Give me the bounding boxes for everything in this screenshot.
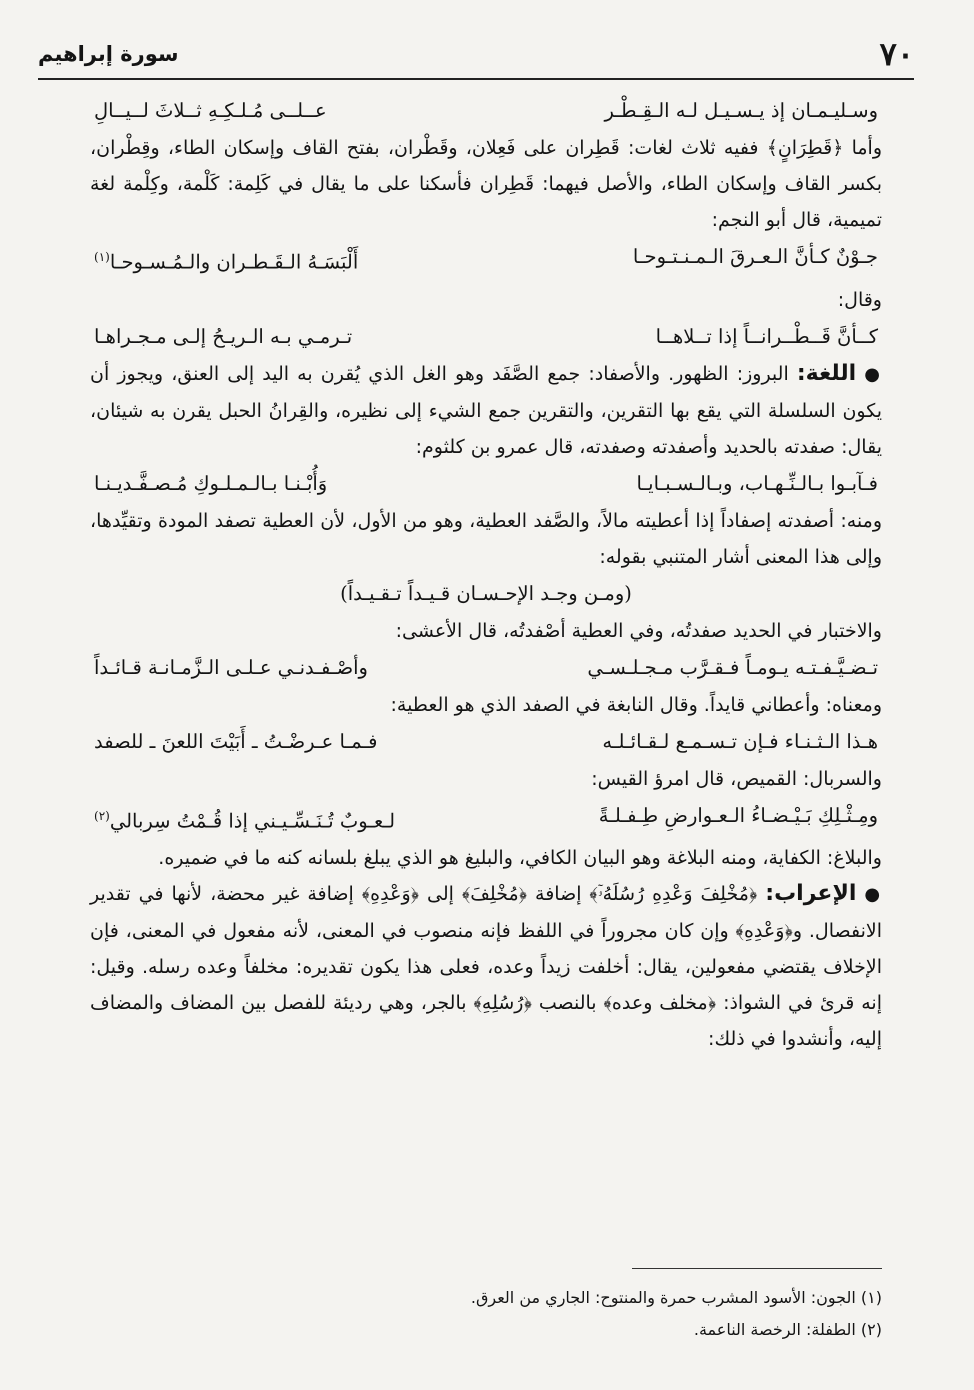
verse-quote: (ومـن وجـد الإحـسـان قـيـداً تـقـيـداً)	[340, 581, 632, 605]
paragraph: ومعناه: وأعطاني قايداً. وقال النابغة في الصفد الذي هو العطية:	[390, 693, 882, 716]
paragraph: والبلاغ: الكفاية، ومنه البلاغة وهو البيان الكافي، والبليغ هو الذي يبلغ بلسانه كنه ما في ضميره.	[158, 847, 882, 869]
main-text	[90, 92, 882, 1057]
verse-hemistich-left: لـعـوبٌ تُـنَـسِّـيـني إذا قُـمْتُ سِربالي$^{(٢)}$	[94, 808, 396, 832]
verse-hemistich-right: وسـليـمـان إذ يـسـيـل لـه الـقِـطْـر	[604, 99, 878, 122]
verse-line	[90, 238, 882, 282]
verse-hemistich-right: جـوْنٌ كـأنَّ الـعـرقَ الـمـنـتـوحـا	[632, 245, 878, 268]
footnote: (١) الجون: الأسود المشرب حمرة والمنتوح: الجاري من العرق.	[470, 1288, 882, 1307]
verse-line	[90, 723, 882, 761]
section-heading-lugha: اللغة:	[796, 360, 857, 386]
verse-hemistich-left: وَأُبْـنـا بـالـمـلـوكِ مُـصـفَّـديـنـا	[94, 471, 328, 495]
verse-hemistich-right: فـآبـوا بـالـنِّـهـاب، وبـالـسـبـايـا	[636, 471, 878, 495]
verse-line	[90, 797, 882, 841]
bullet-icon: ●	[864, 363, 882, 385]
verse-hemistich-right: كــأنَّ قَــطْــرانــاً إذا تــلاهــا	[655, 324, 878, 348]
paragraph: وقال:	[837, 288, 882, 311]
verse-hemistich-left: وأصْـفـدنـي عـلـى الـزَّمـانـة قـائـداً	[94, 655, 368, 679]
paragraph: وأما ﴿قَطِرَانٍ﴾ ففيه ثلاث لغات: قَطِران على فَعِلان، وقَطْران، بفتح القاف وإسكان الطاء، وقِطْران، بكسر القاف وإسكان الطاء، والأصل فيهما: قَطِران فأسكنا على ما يقال في كَلِمة: كَلْمة، وكِلْمة لغة تميمية، قال أبو النجم:	[90, 137, 882, 231]
verse-hemistich-left: عــلــى مُـلـكِـهِ ثــلاثَ لــيــالِ	[94, 99, 327, 122]
paragraph: والاختبار في الحديد صفدتُه، وفي العطية أصْفدتُه، قال الأعشى:	[395, 619, 882, 642]
footnote-divider	[632, 1268, 882, 1269]
page-header	[38, 30, 914, 80]
footnote: (٢) الطفلة: الرخصة الناعمة.	[693, 1320, 882, 1339]
verse-hemistich-left: فـمـا عـرضْـتُ ـ أَبَيْتَ اللعنَ ـ للصفد	[94, 729, 378, 753]
verse-hemistich-left: تـرمـي بـه الـريـحُ إلـى مـجـراهـا	[94, 324, 353, 348]
verse-hemistich-left: أَلْبَسَـهُ الـقَـطـران والـمُـسـوحـا$^{(١)}$	[94, 250, 359, 274]
paragraph: والسربال: القميص، قال امرؤ القيس:	[591, 767, 882, 790]
footnote-mark: (١)	[94, 250, 110, 264]
page-number: ٧٠	[879, 35, 914, 73]
footnote-mark: (٢)	[94, 808, 110, 823]
verse-line	[90, 92, 882, 130]
paragraph: ●اللغة: البروز: الظهور. والأصفاد: جمع الصَّفَد وهو الغل الذي يُقرن به اليد إلى العنق، ويجوز أن يكون السلسلة التي يقع بها التقرين، والتقرين جمع الشيء إلى نظيره، والقِرانُ الحبل يقرن به شيئان، يقال: صفدته بالحديد وأصفدته وصفدته، قال عمرو بن كلثوم:	[90, 360, 882, 458]
verse-hemistich-right: هـذا الـثـنـاء فـإن تـسـمـع لـقـائـلـه	[602, 729, 878, 753]
verse-hemistich-right: تـضـيَّـفـتـه يـومـاً فـقـرَّب مـجـلـسـي	[587, 655, 878, 679]
verse-hemistich-right: ومِـثْـلِكِ بَـيْـضـاءُ الـعـوارضِ طِـفـلـةً	[598, 803, 878, 827]
paragraph: ●الإعراب: ﴿مُخْلِفَ وَعْدِهِ رُسُلَهُۥٓ﴾ إضافة ﴿مُخْلِفَ﴾ إلى ﴿وَعْدِهِ﴾ إضافة غير محضة، لأنها في تقدير الانفصال. و﴿وَعْدِهِ﴾ وإن كان مجروراً في اللفظ فإنه منصوب في المعنى، لأنه مفعول في المعنى، فإن الإخلاف يقتضي مفعولين، يقال: أخلفت زيداً وعده، فعلى هذا يكون تقديره: مخلفاً وعده رسله. وقيل: إنه قرئ في الشواذ: ﴿مخلف وعده﴾ بالنصب ﴿رُسُلِهِ﴾ بالجر، وهي رديئة للفصل بين المضاف والمضاف إليه، وأنشدوا في ذلك:	[90, 881, 882, 1050]
surah-title: سورة إبراهيم	[38, 42, 179, 66]
section-heading-irab: الإعراب:	[765, 881, 857, 906]
footnotes	[92, 1282, 882, 1346]
verse-line	[90, 318, 882, 356]
bullet-icon: ●	[864, 884, 882, 905]
verse-line	[90, 465, 882, 503]
paragraph: ومنه: أصفدته إصفاداً إذا أعطيته مالاً، والصَّفد العطية، وهو من الأول، لأن العطية تصفد المودة وتقيِّدها، وإلى هذا المعنى أشار المتنبي بقوله:	[90, 509, 882, 568]
verse-line	[90, 649, 882, 687]
